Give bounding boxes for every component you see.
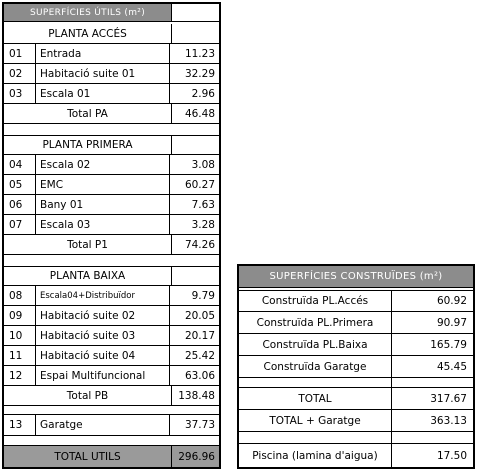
subtotal-label: Total P1	[4, 235, 172, 254]
subtotal-row	[4, 104, 219, 124]
row-name: Escala04+Distribuïdor	[36, 286, 170, 305]
table-row	[4, 414, 219, 436]
row-number: 08	[4, 286, 36, 305]
table-row	[239, 356, 473, 378]
piscina-label: Piscina (lamina d'aigua)	[252, 449, 378, 462]
row-number: 05	[4, 175, 36, 194]
row-name: Escala 02	[36, 155, 170, 174]
row-value: 11.23	[184, 47, 215, 60]
table-row	[4, 306, 219, 326]
row-value: 3.28	[191, 218, 215, 231]
row-name: Construïda PL.Accés	[261, 295, 369, 307]
table-row	[4, 366, 219, 386]
subtotal-label: Total PB	[4, 386, 172, 405]
row-name: EMC	[36, 175, 170, 194]
subtotal-value: 46.48	[184, 107, 215, 120]
subtotal-value: 74.26	[184, 238, 215, 251]
row-number: 09	[4, 306, 36, 325]
utils-title-row	[4, 4, 219, 22]
row-value: 45.45	[391, 356, 473, 377]
section-heading-row	[4, 266, 219, 286]
row-number: 11	[4, 346, 36, 365]
piscina-row	[239, 444, 473, 467]
total-value: 317.67	[391, 388, 473, 409]
section-heading: PLANTA ACCÉS	[4, 24, 172, 43]
row-name: Bany 01	[36, 195, 170, 214]
table-row	[4, 326, 219, 346]
row-value: 20.05	[184, 309, 215, 322]
row-value: 90.97	[391, 312, 473, 333]
table-row	[4, 175, 219, 195]
subtotal-row	[4, 386, 219, 406]
total-garatge-label: TOTAL + Garatge	[269, 414, 361, 427]
row-name: Entrada	[36, 44, 170, 63]
table-row	[4, 64, 219, 84]
row-value: 7.63	[191, 198, 215, 211]
row-number: 01	[4, 44, 36, 63]
grand-total-label: TOTAL UTILS	[4, 446, 172, 467]
row-value: 60.27	[184, 178, 215, 191]
row-value: 37.73	[184, 419, 215, 431]
row-value: 32.29	[184, 67, 215, 80]
table-row	[4, 84, 219, 104]
table-row	[4, 215, 219, 235]
piscina-value: 17.50	[391, 444, 473, 467]
table-row	[4, 44, 219, 64]
row-name: Espai Multifuncional	[36, 366, 170, 385]
row-name: Escala 01	[36, 84, 170, 103]
construides-title-row	[239, 266, 473, 288]
row-number: 02	[4, 64, 36, 83]
table-row	[4, 195, 219, 215]
row-name: Habitació suite 03	[36, 326, 170, 345]
grand-total-row	[4, 445, 219, 467]
subtotal-value: 138.48	[178, 389, 215, 402]
row-value: 165.79	[391, 334, 473, 355]
superficies-utils-table	[2, 2, 221, 469]
row-number: 03	[4, 84, 36, 103]
total-row	[239, 388, 473, 410]
table-row	[4, 286, 219, 306]
row-value: 9.79	[191, 289, 215, 302]
superficies-construides-table	[237, 264, 475, 469]
total-garatge-row	[239, 410, 473, 432]
row-name: Habitació suite 01	[36, 64, 170, 83]
row-number: 04	[4, 155, 36, 174]
total-label: TOTAL	[298, 392, 332, 405]
subtotal-label: Total PA	[4, 104, 172, 123]
row-value: 2.96	[191, 87, 215, 100]
table-row	[239, 312, 473, 334]
table-row	[4, 155, 219, 175]
row-value: 63.06	[184, 369, 215, 382]
table-row	[4, 346, 219, 366]
utils-title: SUPERFÍCIES ÚTILS (m²)	[4, 4, 172, 21]
row-name: Construïda Garatge	[263, 360, 367, 373]
row-number: 07	[4, 215, 36, 234]
section-heading-row	[4, 24, 219, 44]
row-number: 06	[4, 195, 36, 214]
row-value: 25.42	[184, 349, 215, 362]
row-name: Garatge	[36, 415, 170, 435]
row-name: Escala 03	[36, 215, 170, 234]
row-name: Construïda PL.Baixa	[262, 338, 368, 351]
section-heading: PLANTA BAIXA	[4, 267, 172, 285]
table-row	[239, 290, 473, 312]
grand-total-value: 296.96	[178, 450, 215, 463]
row-name: Habitació suite 02	[36, 306, 170, 325]
row-number: 12	[4, 366, 36, 385]
section-heading-row	[4, 135, 219, 155]
row-name: Construïda PL.Primera	[256, 316, 374, 329]
row-value: 3.08	[191, 158, 215, 171]
construides-title: SUPERFÍCIES CONSTRUÏDES (m²)	[239, 266, 473, 287]
table-row	[239, 334, 473, 356]
row-value: 60.92	[391, 291, 473, 311]
row-number: 10	[4, 326, 36, 345]
row-value: 20.17	[184, 329, 215, 342]
row-name: Habitació suite 04	[36, 346, 170, 365]
subtotal-row	[4, 235, 219, 255]
section-heading: PLANTA PRIMERA	[4, 136, 172, 154]
row-number: 13	[4, 415, 36, 435]
total-garatge-value: 363.13	[391, 410, 473, 431]
